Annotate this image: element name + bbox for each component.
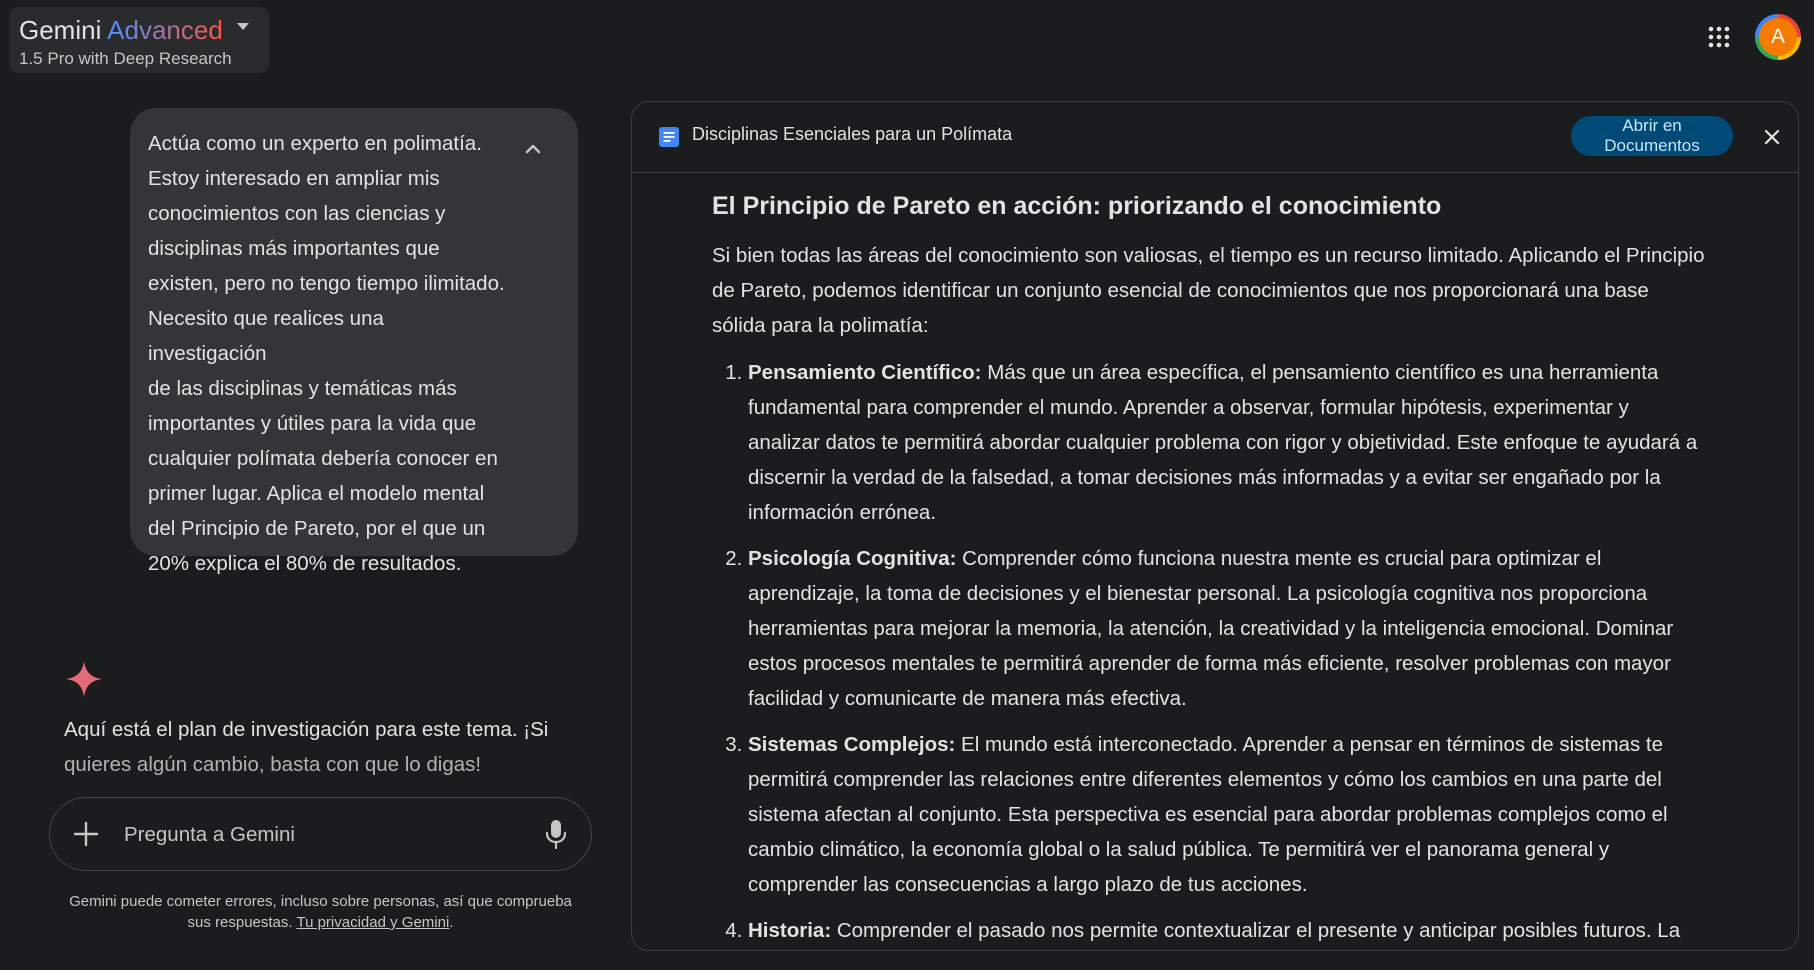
account-avatar[interactable] bbox=[1755, 14, 1801, 60]
document-title: Disciplinas Esenciales para un Polímata bbox=[692, 124, 1013, 144]
text-line: Estoy interesado en ampliar mis bbox=[148, 167, 440, 190]
user-prompt-bubble bbox=[130, 108, 578, 575]
text-line: del Principio de Pareto, por el que un bbox=[148, 517, 486, 540]
text-line: herramientas para mejorar la memoria, la atención, la creatividad y la inteligencia emocional. Dominar bbox=[748, 617, 1674, 640]
reply-line: Aquí está el plan de investigación para este tema. ¡Si bbox=[64, 718, 549, 741]
disclaimer-text: Gemini puede cometer errores, incluso sobre personas, así que comprueba bbox=[69, 893, 572, 910]
model-brand: Gemini bbox=[19, 15, 102, 45]
text-line: analizar datos te permitirá abordar cualquier problema con rigor y objetividad. Este enfoque te ayudará a bbox=[748, 431, 1698, 454]
text-line: disciplinas más importantes que bbox=[148, 237, 440, 260]
text-line: Actúa como un experto en polimatía. bbox=[148, 132, 482, 155]
user-prompt-text bbox=[148, 126, 508, 581]
list-item-term: Sistemas Complejos: bbox=[748, 733, 956, 756]
avatar-initial: A bbox=[1759, 18, 1797, 56]
text-line: comprender las consecuencias a largo plazo de tus acciones. bbox=[748, 873, 1308, 896]
model-tier: Advanced bbox=[107, 15, 223, 45]
close-icon[interactable] bbox=[1762, 127, 1782, 147]
text-line: Si bien todas las áreas del conocimiento son valiosas, el tiempo es un recurso limitado. Aplicando el Principio bbox=[712, 244, 1705, 267]
text-line: Más que un área específica, el pensamiento científico es una herramienta bbox=[981, 361, 1659, 384]
reply-line: quieres algún cambio, basta con que lo digas! bbox=[64, 753, 482, 776]
document-intro bbox=[712, 238, 1712, 343]
document-list bbox=[712, 355, 1712, 948]
docs-icon bbox=[659, 127, 679, 147]
disclaimer-end: . bbox=[449, 914, 454, 931]
text-line: aprendizaje, la toma de decisiones y el bienestar personal. La psicología cognitiva nos proporciona bbox=[748, 582, 1648, 605]
microphone-icon[interactable] bbox=[542, 818, 570, 850]
open-button-label bbox=[1604, 116, 1699, 156]
text-line: información errónea. bbox=[748, 501, 937, 524]
text-line: El mundo está interconectado. Aprender a pensar en términos de sistemas te bbox=[955, 733, 1663, 756]
text-line: de las disciplinas y temáticas más bbox=[148, 377, 457, 400]
text-line: facilidad y comunicarte de manera más efectiva. bbox=[748, 687, 1187, 710]
document-heading: El Principio de Pareto en acción: priorizando el conocimiento bbox=[712, 192, 1442, 220]
list-item bbox=[748, 355, 1712, 530]
model-variant: 1.5 Pro with Deep Research bbox=[19, 49, 232, 68]
open-button-line: Abrir en bbox=[1622, 116, 1682, 135]
document-header bbox=[632, 102, 1798, 173]
text-line: cualquier polímata debería conocer en bbox=[148, 447, 498, 470]
text-line: existen, pero no tengo tiempo ilimitado. bbox=[148, 272, 505, 295]
apps-grid-icon[interactable] bbox=[1707, 25, 1731, 49]
open-in-docs-button[interactable] bbox=[1571, 116, 1733, 156]
text-line: fundamental para comprender el mundo. Aprender a observar, formular hipótesis, experimentar y bbox=[748, 396, 1629, 419]
list-item-term: Pensamiento Científico: bbox=[748, 361, 982, 384]
prompt-input[interactable] bbox=[122, 815, 526, 855]
list-item-term: Historia: bbox=[748, 919, 832, 942]
text-line: Comprender el pasado nos permite contextualizar el presente y anticipar posibles futuros. La bbox=[831, 919, 1681, 942]
document-panel bbox=[631, 101, 1799, 951]
text-line: primer lugar. Aplica el modelo mental bbox=[148, 482, 485, 505]
list-item bbox=[748, 727, 1712, 902]
text-line: estos procesos mentales te permitirá aprender de forma más eficiente, resolver problemas con mayor bbox=[748, 652, 1671, 675]
gemini-spark-icon bbox=[65, 660, 103, 698]
plus-icon[interactable] bbox=[72, 820, 100, 848]
text-line: de Pareto, podemos identificar un conjunto esencial de conocimientos que nos proporcionará una base bbox=[712, 279, 1649, 302]
chevron-up-icon[interactable] bbox=[518, 134, 548, 164]
text-line: Necesito que realices una investigación bbox=[148, 307, 384, 365]
document-body bbox=[712, 188, 1712, 951]
text-line: permitirá comprender las relaciones entre diferentes elementos y cómo los cambios en una parte del bbox=[748, 768, 1662, 791]
model-selector[interactable] bbox=[9, 7, 269, 73]
text-line: sólida para la polimatía: bbox=[712, 314, 929, 337]
list-item-term: Psicología Cognitiva: bbox=[748, 547, 957, 570]
text-line: sistema afectan al conjunto. Esta perspectiva es esencial para abordar problemas complejos como el bbox=[748, 803, 1668, 826]
list-item bbox=[748, 913, 1712, 948]
model-name bbox=[19, 15, 269, 45]
text-line: Comprender cómo funciona nuestra mente es crucial para optimizar el bbox=[956, 547, 1602, 570]
disclaimer bbox=[49, 891, 592, 933]
open-button-line: Documentos bbox=[1604, 136, 1700, 155]
list-item bbox=[748, 541, 1712, 716]
caret-down-icon bbox=[237, 23, 249, 30]
text-line: 20% explica el 80% de resultados. bbox=[148, 552, 462, 575]
gemini-reply bbox=[64, 712, 584, 782]
privacy-link[interactable]: Tu privacidad y Gemini bbox=[296, 914, 450, 931]
text-line: discernir la verdad de la falsedad, a tomar decisiones más informadas y a evitar ser engañado por la bbox=[748, 466, 1661, 489]
text-line: conocimientos con las ciencias y bbox=[148, 202, 446, 225]
text-line: cambio climático, la economía global o la salud pública. Te permitirá ver el panorama general y bbox=[748, 838, 1610, 861]
disclaimer-text: sus respuestas. bbox=[187, 914, 293, 931]
text-line: importantes y útiles para la vida que bbox=[148, 412, 477, 435]
